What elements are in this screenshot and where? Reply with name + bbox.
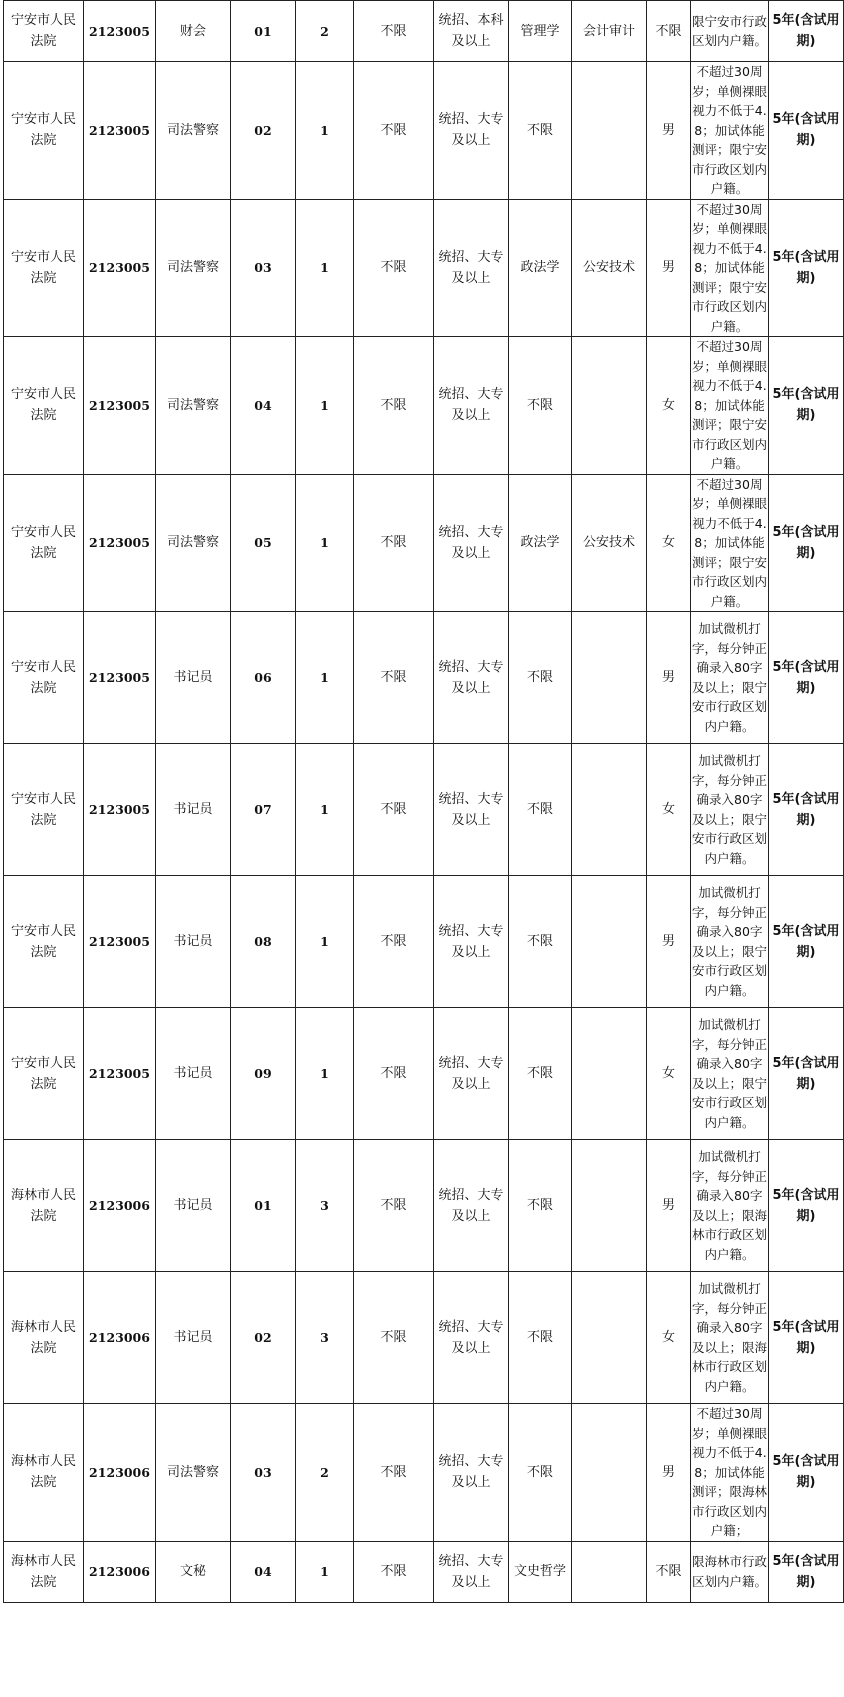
position-code-cell: 09 <box>231 1008 296 1140</box>
education-cell: 统招、本科及以上 <box>434 1 509 62</box>
gender-cell: 男 <box>647 1404 691 1542</box>
gender-cell: 男 <box>647 1140 691 1272</box>
remark-cell: 加试微机打字，每分钟正确录入80字及以上；限宁安市行政区划内户籍。 <box>691 612 769 744</box>
gender-cell: 女 <box>647 1008 691 1140</box>
gender-cell: 女 <box>647 474 691 612</box>
education-cell: 统招、大专及以上 <box>434 1404 509 1542</box>
major-subcategory-cell <box>572 1140 647 1272</box>
table-row <box>4 612 844 744</box>
employer-code-cell: 2123005 <box>84 62 156 200</box>
major-category-cell: 不限 <box>509 612 572 744</box>
major-category-cell: 文史哲学 <box>509 1541 572 1602</box>
employer-cell: 海林市人民法院 <box>4 1404 84 1542</box>
headcount-cell: 1 <box>296 1541 354 1602</box>
gender-cell: 男 <box>647 876 691 1008</box>
remark-cell: 加试微机打字，每分钟正确录入80字及以上；限宁安市行政区划内户籍。 <box>691 876 769 1008</box>
gender-cell: 女 <box>647 1272 691 1404</box>
contract-term-cell: 5年(含试用期) <box>769 474 844 612</box>
contract-term-cell: 5年(含试用期) <box>769 62 844 200</box>
table-row <box>4 744 844 876</box>
remark-cell: 加试微机打字，每分钟正确录入80字及以上；限宁安市行政区划内户籍。 <box>691 744 769 876</box>
major-subcategory-cell: 会计审计 <box>572 1 647 62</box>
employer-cell: 宁安市人民法院 <box>4 744 84 876</box>
education-cell: 统招、大专及以上 <box>434 1140 509 1272</box>
position-code-cell: 08 <box>231 876 296 1008</box>
contract-term-cell: 5年(含试用期) <box>769 1272 844 1404</box>
employer-code-cell: 2123006 <box>84 1140 156 1272</box>
position-name-cell: 司法警察 <box>156 337 231 475</box>
contract-term-cell: 5年(含试用期) <box>769 744 844 876</box>
position-code-cell: 03 <box>231 1404 296 1542</box>
age-cell: 不限 <box>354 1272 434 1404</box>
remark-cell: 加试微机打字，每分钟正确录入80字及以上；限宁安市行政区划内户籍。 <box>691 1008 769 1140</box>
position-name-cell: 书记员 <box>156 1140 231 1272</box>
major-category-cell: 不限 <box>509 876 572 1008</box>
employer-code-cell: 2123006 <box>84 1541 156 1602</box>
age-cell: 不限 <box>354 199 434 337</box>
contract-term-cell: 5年(含试用期) <box>769 1140 844 1272</box>
education-cell: 统招、大专及以上 <box>434 199 509 337</box>
headcount-cell: 2 <box>296 1 354 62</box>
gender-cell: 不限 <box>647 1 691 62</box>
major-category-cell: 政法学 <box>509 199 572 337</box>
remark-cell: 不超过30周岁；单侧裸眼视力不低于4.8；加试体能测评；限宁安市行政区划内户籍。 <box>691 474 769 612</box>
position-name-cell: 书记员 <box>156 744 231 876</box>
gender-cell: 男 <box>647 612 691 744</box>
age-cell: 不限 <box>354 744 434 876</box>
headcount-cell: 3 <box>296 1272 354 1404</box>
age-cell: 不限 <box>354 1008 434 1140</box>
position-name-cell: 司法警察 <box>156 474 231 612</box>
employer-code-cell: 2123005 <box>84 199 156 337</box>
age-cell: 不限 <box>354 62 434 200</box>
remark-cell: 不超过30周岁；单侧裸眼视力不低于4.8；加试体能测评；限海林市行政区划内户籍； <box>691 1404 769 1542</box>
position-code-cell: 04 <box>231 1541 296 1602</box>
major-subcategory-cell <box>572 612 647 744</box>
education-cell: 统招、大专及以上 <box>434 612 509 744</box>
education-cell: 统招、大专及以上 <box>434 337 509 475</box>
position-name-cell: 书记员 <box>156 1272 231 1404</box>
education-cell: 统招、大专及以上 <box>434 474 509 612</box>
headcount-cell: 1 <box>296 337 354 475</box>
remark-cell: 不超过30周岁；单侧裸眼视力不低于4.8；加试体能测评；限宁安市行政区划内户籍。 <box>691 337 769 475</box>
major-subcategory-cell <box>572 1541 647 1602</box>
employer-cell: 宁安市人民法院 <box>4 1008 84 1140</box>
recruitment-table <box>3 0 844 1603</box>
major-category-cell: 不限 <box>509 337 572 475</box>
position-code-cell: 05 <box>231 474 296 612</box>
major-category-cell: 政法学 <box>509 474 572 612</box>
employer-cell: 宁安市人民法院 <box>4 876 84 1008</box>
gender-cell: 男 <box>647 199 691 337</box>
employer-code-cell: 2123005 <box>84 1008 156 1140</box>
major-subcategory-cell: 公安技术 <box>572 474 647 612</box>
headcount-cell: 1 <box>296 612 354 744</box>
age-cell: 不限 <box>354 474 434 612</box>
position-name-cell: 书记员 <box>156 1008 231 1140</box>
employer-cell: 宁安市人民法院 <box>4 474 84 612</box>
contract-term-cell: 5年(含试用期) <box>769 337 844 475</box>
headcount-cell: 1 <box>296 744 354 876</box>
headcount-cell: 1 <box>296 1008 354 1140</box>
remark-cell: 不超过30周岁；单侧裸眼视力不低于4.8；加试体能测评；限宁安市行政区划内户籍。 <box>691 199 769 337</box>
position-code-cell: 02 <box>231 62 296 200</box>
table-row <box>4 337 844 475</box>
major-category-cell: 管理学 <box>509 1 572 62</box>
employer-cell: 宁安市人民法院 <box>4 62 84 200</box>
major-category-cell: 不限 <box>509 62 572 200</box>
age-cell: 不限 <box>354 612 434 744</box>
gender-cell: 女 <box>647 337 691 475</box>
major-subcategory-cell <box>572 744 647 876</box>
headcount-cell: 2 <box>296 1404 354 1542</box>
position-name-cell: 书记员 <box>156 612 231 744</box>
education-cell: 统招、大专及以上 <box>434 744 509 876</box>
remark-cell: 加试微机打字，每分钟正确录入80字及以上；限海林市行政区划内户籍。 <box>691 1272 769 1404</box>
headcount-cell: 3 <box>296 1140 354 1272</box>
major-category-cell: 不限 <box>509 1140 572 1272</box>
gender-cell: 女 <box>647 744 691 876</box>
education-cell: 统招、大专及以上 <box>434 1008 509 1140</box>
contract-term-cell: 5年(含试用期) <box>769 1541 844 1602</box>
major-subcategory-cell <box>572 1008 647 1140</box>
major-subcategory-cell <box>572 1404 647 1542</box>
contract-term-cell: 5年(含试用期) <box>769 1404 844 1542</box>
remark-cell: 不超过30周岁；单侧裸眼视力不低于4.8；加试体能测评；限宁安市行政区划内户籍。 <box>691 62 769 200</box>
table-row <box>4 199 844 337</box>
position-name-cell: 司法警察 <box>156 62 231 200</box>
table-row <box>4 62 844 200</box>
age-cell: 不限 <box>354 1140 434 1272</box>
major-subcategory-cell <box>572 62 647 200</box>
position-code-cell: 04 <box>231 337 296 475</box>
education-cell: 统招、大专及以上 <box>434 876 509 1008</box>
headcount-cell: 1 <box>296 474 354 612</box>
major-category-cell: 不限 <box>509 1272 572 1404</box>
remark-cell: 限海林市行政区划内户籍。 <box>691 1541 769 1602</box>
headcount-cell: 1 <box>296 876 354 1008</box>
major-category-cell: 不限 <box>509 744 572 876</box>
position-name-cell: 司法警察 <box>156 1404 231 1542</box>
table-row <box>4 1541 844 1602</box>
age-cell: 不限 <box>354 876 434 1008</box>
education-cell: 统招、大专及以上 <box>434 1541 509 1602</box>
employer-cell: 宁安市人民法院 <box>4 1 84 62</box>
education-cell: 统招、大专及以上 <box>434 62 509 200</box>
employer-code-cell: 2123005 <box>84 744 156 876</box>
employer-code-cell: 2123005 <box>84 876 156 1008</box>
table-row <box>4 1404 844 1542</box>
employer-cell: 海林市人民法院 <box>4 1541 84 1602</box>
employer-cell: 宁安市人民法院 <box>4 337 84 475</box>
table-row <box>4 876 844 1008</box>
major-category-cell: 不限 <box>509 1008 572 1140</box>
education-cell: 统招、大专及以上 <box>434 1272 509 1404</box>
major-subcategory-cell <box>572 1272 647 1404</box>
employer-code-cell: 2123005 <box>84 474 156 612</box>
major-category-cell: 不限 <box>509 1404 572 1542</box>
age-cell: 不限 <box>354 1541 434 1602</box>
contract-term-cell: 5年(含试用期) <box>769 1 844 62</box>
position-code-cell: 03 <box>231 199 296 337</box>
table-row <box>4 1008 844 1140</box>
major-subcategory-cell <box>572 876 647 1008</box>
major-subcategory-cell: 公安技术 <box>572 199 647 337</box>
position-name-cell: 书记员 <box>156 876 231 1008</box>
employer-code-cell: 2123006 <box>84 1404 156 1542</box>
position-code-cell: 06 <box>231 612 296 744</box>
employer-code-cell: 2123005 <box>84 612 156 744</box>
age-cell: 不限 <box>354 337 434 475</box>
employer-code-cell: 2123005 <box>84 1 156 62</box>
table-row <box>4 1272 844 1404</box>
headcount-cell: 1 <box>296 199 354 337</box>
gender-cell: 不限 <box>647 1541 691 1602</box>
employer-cell: 海林市人民法院 <box>4 1272 84 1404</box>
contract-term-cell: 5年(含试用期) <box>769 199 844 337</box>
position-name-cell: 财会 <box>156 1 231 62</box>
contract-term-cell: 5年(含试用期) <box>769 1008 844 1140</box>
headcount-cell: 1 <box>296 62 354 200</box>
contract-term-cell: 5年(含试用期) <box>769 612 844 744</box>
position-name-cell: 司法警察 <box>156 199 231 337</box>
gender-cell: 男 <box>647 62 691 200</box>
employer-code-cell: 2123006 <box>84 1272 156 1404</box>
employer-cell: 海林市人民法院 <box>4 1140 84 1272</box>
table-row <box>4 474 844 612</box>
employer-cell: 宁安市人民法院 <box>4 612 84 744</box>
position-code-cell: 01 <box>231 1 296 62</box>
employer-code-cell: 2123005 <box>84 337 156 475</box>
contract-term-cell: 5年(含试用期) <box>769 876 844 1008</box>
employer-cell: 宁安市人民法院 <box>4 199 84 337</box>
position-name-cell: 文秘 <box>156 1541 231 1602</box>
remark-cell: 加试微机打字，每分钟正确录入80字及以上；限海林市行政区划内户籍。 <box>691 1140 769 1272</box>
position-code-cell: 01 <box>231 1140 296 1272</box>
age-cell: 不限 <box>354 1404 434 1542</box>
table-row <box>4 1 844 62</box>
major-subcategory-cell <box>572 337 647 475</box>
table-row <box>4 1140 844 1272</box>
position-code-cell: 07 <box>231 744 296 876</box>
position-code-cell: 02 <box>231 1272 296 1404</box>
remark-cell: 限宁安市行政区划内户籍。 <box>691 1 769 62</box>
age-cell: 不限 <box>354 1 434 62</box>
